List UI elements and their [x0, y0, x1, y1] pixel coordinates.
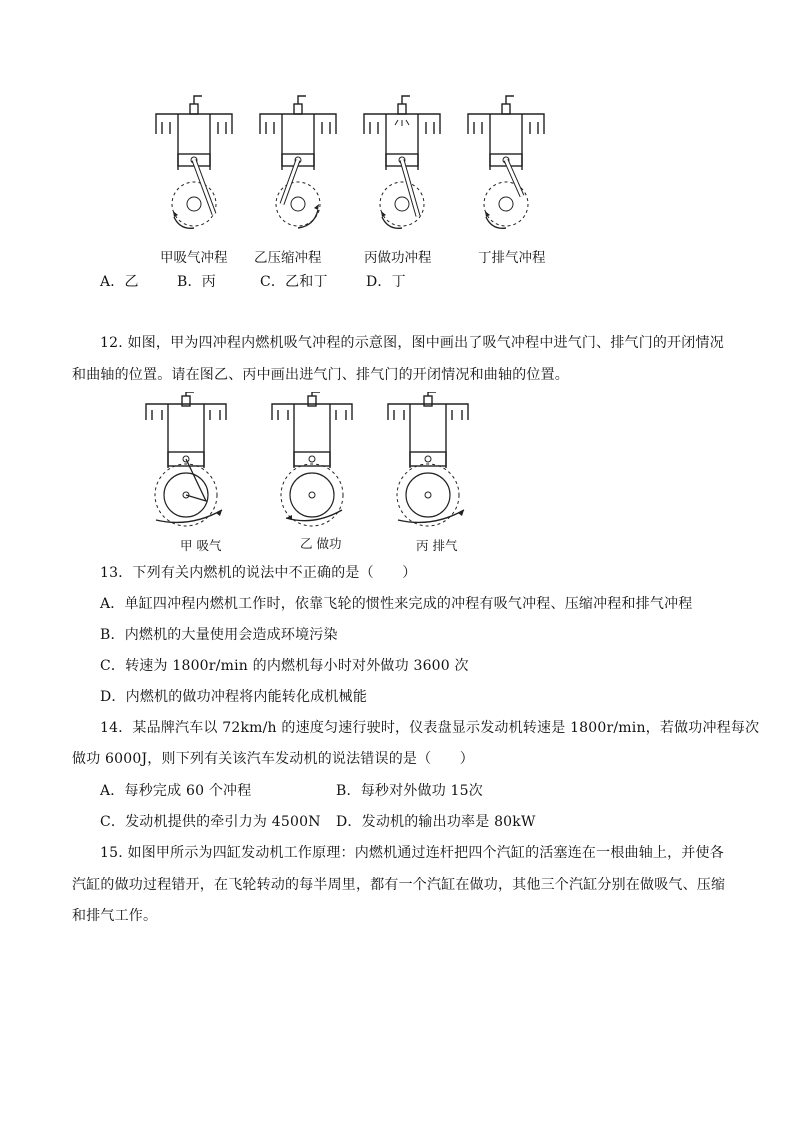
q14-option-a: A．每秒完成 60 个冲程 [100, 783, 252, 799]
fig1-caption-d: 丁排气冲程 [478, 250, 546, 266]
q14-line-1: 14．某品牌汽车以 72km/h 的速度匀速行驶时，仪表盘显示发动机转速是 1800r/min，若做功冲程每次 [100, 720, 760, 736]
fig2-caption-c: 丙 排气 [416, 538, 458, 553]
q15-line-3: 和排气工作。 [72, 908, 158, 924]
q13-option-b: B．内燃机的大量使用会造成环境污染 [100, 627, 338, 643]
q11-option-c: C．乙和丁 [260, 274, 328, 290]
fig1-caption-b: 乙压缩冲程 [254, 250, 322, 266]
fig2-caption-b: 乙 做功 [300, 536, 342, 551]
q11-option-b: B．丙 [177, 274, 216, 290]
q15-line-1: 15. 如图甲所示为四缸发动机工作原理：内燃机通过连杆把四个汽缸的活塞连在一根曲轴上，并使各 [100, 845, 724, 861]
q12-line-1: 12. 如图，甲为四冲程内燃机吸气冲程的示意图，图中画出了吸气冲程中进气门、排气门的开闭情况 [100, 335, 724, 351]
q15-line-2: 汽缸的做功过程错开，在飞轮转动的每半周里，都有一个汽缸在做功，其他三个汽缸分别在做吸气、压缩 [72, 877, 726, 893]
q14-option-b: B．每秒对外做功 15次 [336, 783, 483, 799]
q11-option-a: A．乙 [100, 274, 139, 290]
q13-stem: 13．下列有关内燃机的说法中不正确的是（ ） [100, 565, 417, 581]
q13-option-d: D．内燃机的做功冲程将内能转化成机械能 [100, 689, 368, 705]
q14-option-c: C．发动机提供的牵引力为 4500N [100, 814, 321, 830]
four-stroke-diagram [148, 92, 568, 242]
three-engine-diagram [140, 392, 470, 532]
q13-option-a: A．单缸四冲程内燃机工作时，依靠飞轮的惯性来完成的冲程有吸气冲程、压缩冲程和排气冲程 [100, 596, 693, 612]
q14-option-d: D．发动机的输出功率是 80kW [336, 814, 536, 830]
q14-line-2: 做功 6000J，则下列有关该汽车发动机的说法错误的是（ ） [72, 751, 474, 767]
fig2-caption-a: 甲 吸气 [180, 538, 222, 553]
q11-option-d: D．丁 [366, 274, 406, 290]
fig1-caption-a: 甲吸气冲程 [160, 250, 228, 266]
fig1-caption-c: 丙做功冲程 [364, 250, 432, 266]
q13-option-c: C．转速为 1800r/min 的内燃机每小时对外做功 3600 次 [100, 658, 469, 674]
q12-line-2: 和曲轴的位置。请在图乙、丙中画出进气门、排气门的开闭情况和曲轴的位置。 [72, 367, 569, 383]
